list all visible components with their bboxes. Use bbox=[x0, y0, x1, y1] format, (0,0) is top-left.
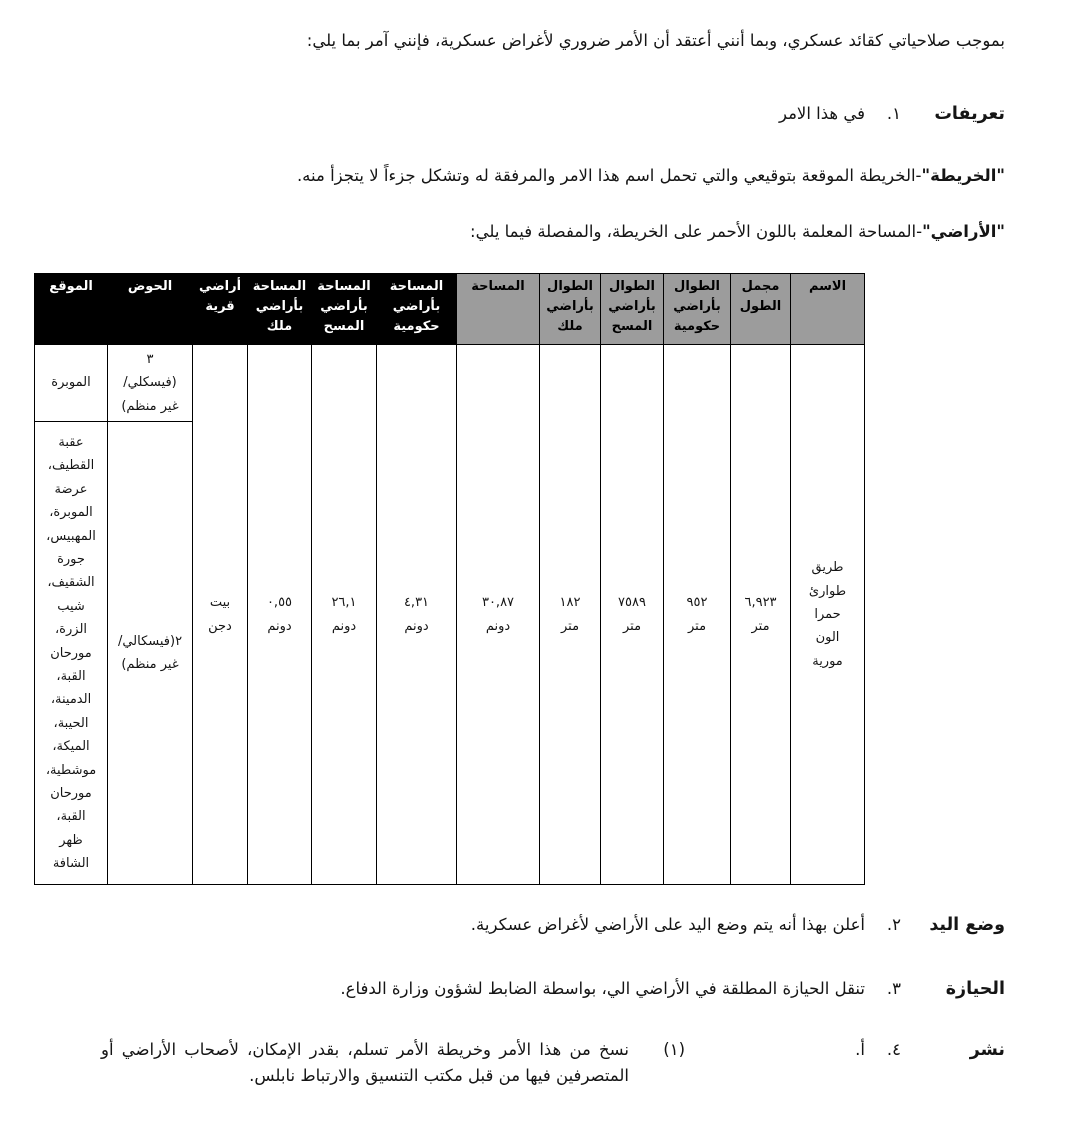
section-number-definitions: ١. bbox=[886, 104, 901, 124]
section-label-definitions: تعريفات bbox=[934, 104, 1005, 125]
section-label-publication: نشر bbox=[969, 1039, 1005, 1060]
section-number-publication: ٤. bbox=[886, 1039, 901, 1059]
definition-lands-text: -المساحة المعلمة باللون الأحمر على الخريطة، والمفصلة فيما يلي: bbox=[470, 221, 923, 241]
cell-basin-1: ٣ (فيسكلي/ غير منظم) bbox=[108, 345, 193, 422]
document-page bbox=[0, 30, 1080, 1131]
cell-area: ٣٠,٨٧ دونم bbox=[457, 345, 540, 885]
cell-area-gov: ٤,٣١ دونم bbox=[377, 345, 457, 885]
cell-area-survey: ٢٦,١ دونم bbox=[312, 345, 377, 885]
header-location: الموقع bbox=[35, 274, 108, 345]
header-basin: الحوض bbox=[108, 274, 193, 345]
cell-location-1: الموبرة bbox=[35, 345, 108, 422]
table-header-row bbox=[35, 274, 865, 345]
section-text-definitions: في هذا الامر bbox=[778, 104, 865, 124]
section-subletter-publication: أ. bbox=[855, 1039, 865, 1059]
header-name: الاسم bbox=[791, 274, 865, 345]
section-definitions bbox=[70, 101, 1005, 128]
cell-village: بيت دجن bbox=[193, 345, 248, 885]
definition-map-term: "الخريطة" bbox=[921, 165, 1005, 185]
section-label-seizure: وضع اليد bbox=[929, 915, 1005, 936]
definition-map bbox=[70, 165, 1005, 187]
cell-name: طريق طوارئ حمرا الون مورية bbox=[791, 345, 865, 885]
section-subnumber-publication: (١) bbox=[663, 1039, 685, 1059]
header-area-private: المساحة بأراضي ملك bbox=[248, 274, 312, 345]
cell-location-2: عقبة القطيف، عرضة الموبرة، المهبيس، جورة الشقيف، شيب الزرة، مورحان القبة، الدمينة، الحيبة، الميكة، موشطية، مورحان القبة، ظهر الشافة bbox=[35, 422, 108, 885]
cell-area-private: ٠,٥٥ دونم bbox=[248, 345, 312, 885]
section-publication bbox=[70, 1037, 1005, 1090]
cell-length-survey: ٧٥٨٩ متر bbox=[601, 345, 664, 885]
section-text-seizure: أعلن بهذا أنه يتم وضع اليد على الأراضي لأغراض عسكرية. bbox=[470, 915, 865, 935]
section-text-publication: نسخ من هذا الأمر وخريطة الأمر تسلم، بقدر الإمكان، لأصحاب الأراضي أو المتصرفين فيها من قبل مكتب التنسيق والارتباط نابلس. bbox=[101, 1039, 629, 1086]
section-text-possession: تنقل الحيازة المطلقة في الأراضي الي، بواسطة الضابط لشؤون وزارة الدفاع. bbox=[340, 979, 865, 999]
header-total-length: مجمل الطول bbox=[731, 274, 791, 345]
section-possession bbox=[70, 976, 1005, 1003]
header-length-gov: الطوال بأراضي حكومية bbox=[664, 274, 731, 345]
lands-table bbox=[34, 273, 865, 885]
section-number-possession: ٣. bbox=[886, 979, 901, 999]
cell-length-gov: ٩٥٢ متر bbox=[664, 345, 731, 885]
header-area-gov: المساحة بأراضي حكومية bbox=[377, 274, 457, 345]
section-number-seizure: ٢. bbox=[886, 915, 901, 935]
header-length-private: الطوال بأراضي ملك bbox=[540, 274, 601, 345]
definition-lands-term: "الأراضي" bbox=[922, 221, 1005, 241]
definition-lands bbox=[70, 221, 1005, 243]
cell-total-length: ٦,٩٢٣ متر bbox=[731, 345, 791, 885]
table-row bbox=[35, 345, 865, 422]
definition-map-text: -الخريطة الموقعة بتوقيعي والتي تحمل اسم هذا الامر والمرفقة له وتشكل جزءاً لا يتجزأ منه. bbox=[296, 165, 922, 185]
cell-basin-2: ٢(فيسكالي/ غير منظم) bbox=[108, 422, 193, 885]
intro-paragraph: بموجب صلاحياتي كقائد عسكري، وبما أنني أعتقد أن الأمر ضروري لأغراض عسكرية، فإنني آمر بما يلي: bbox=[306, 31, 1005, 50]
header-area-survey: المساحة بأراضي المسح bbox=[312, 274, 377, 345]
section-seizure bbox=[70, 912, 1005, 939]
header-village: أراضي قرية bbox=[193, 274, 248, 345]
section-label-possession: الحيازة bbox=[945, 979, 1005, 1000]
header-length-survey: الطوال بأراضي المسح bbox=[601, 274, 664, 345]
cell-length-private: ١٨٢ متر bbox=[540, 345, 601, 885]
header-area: المساحة bbox=[457, 274, 540, 345]
